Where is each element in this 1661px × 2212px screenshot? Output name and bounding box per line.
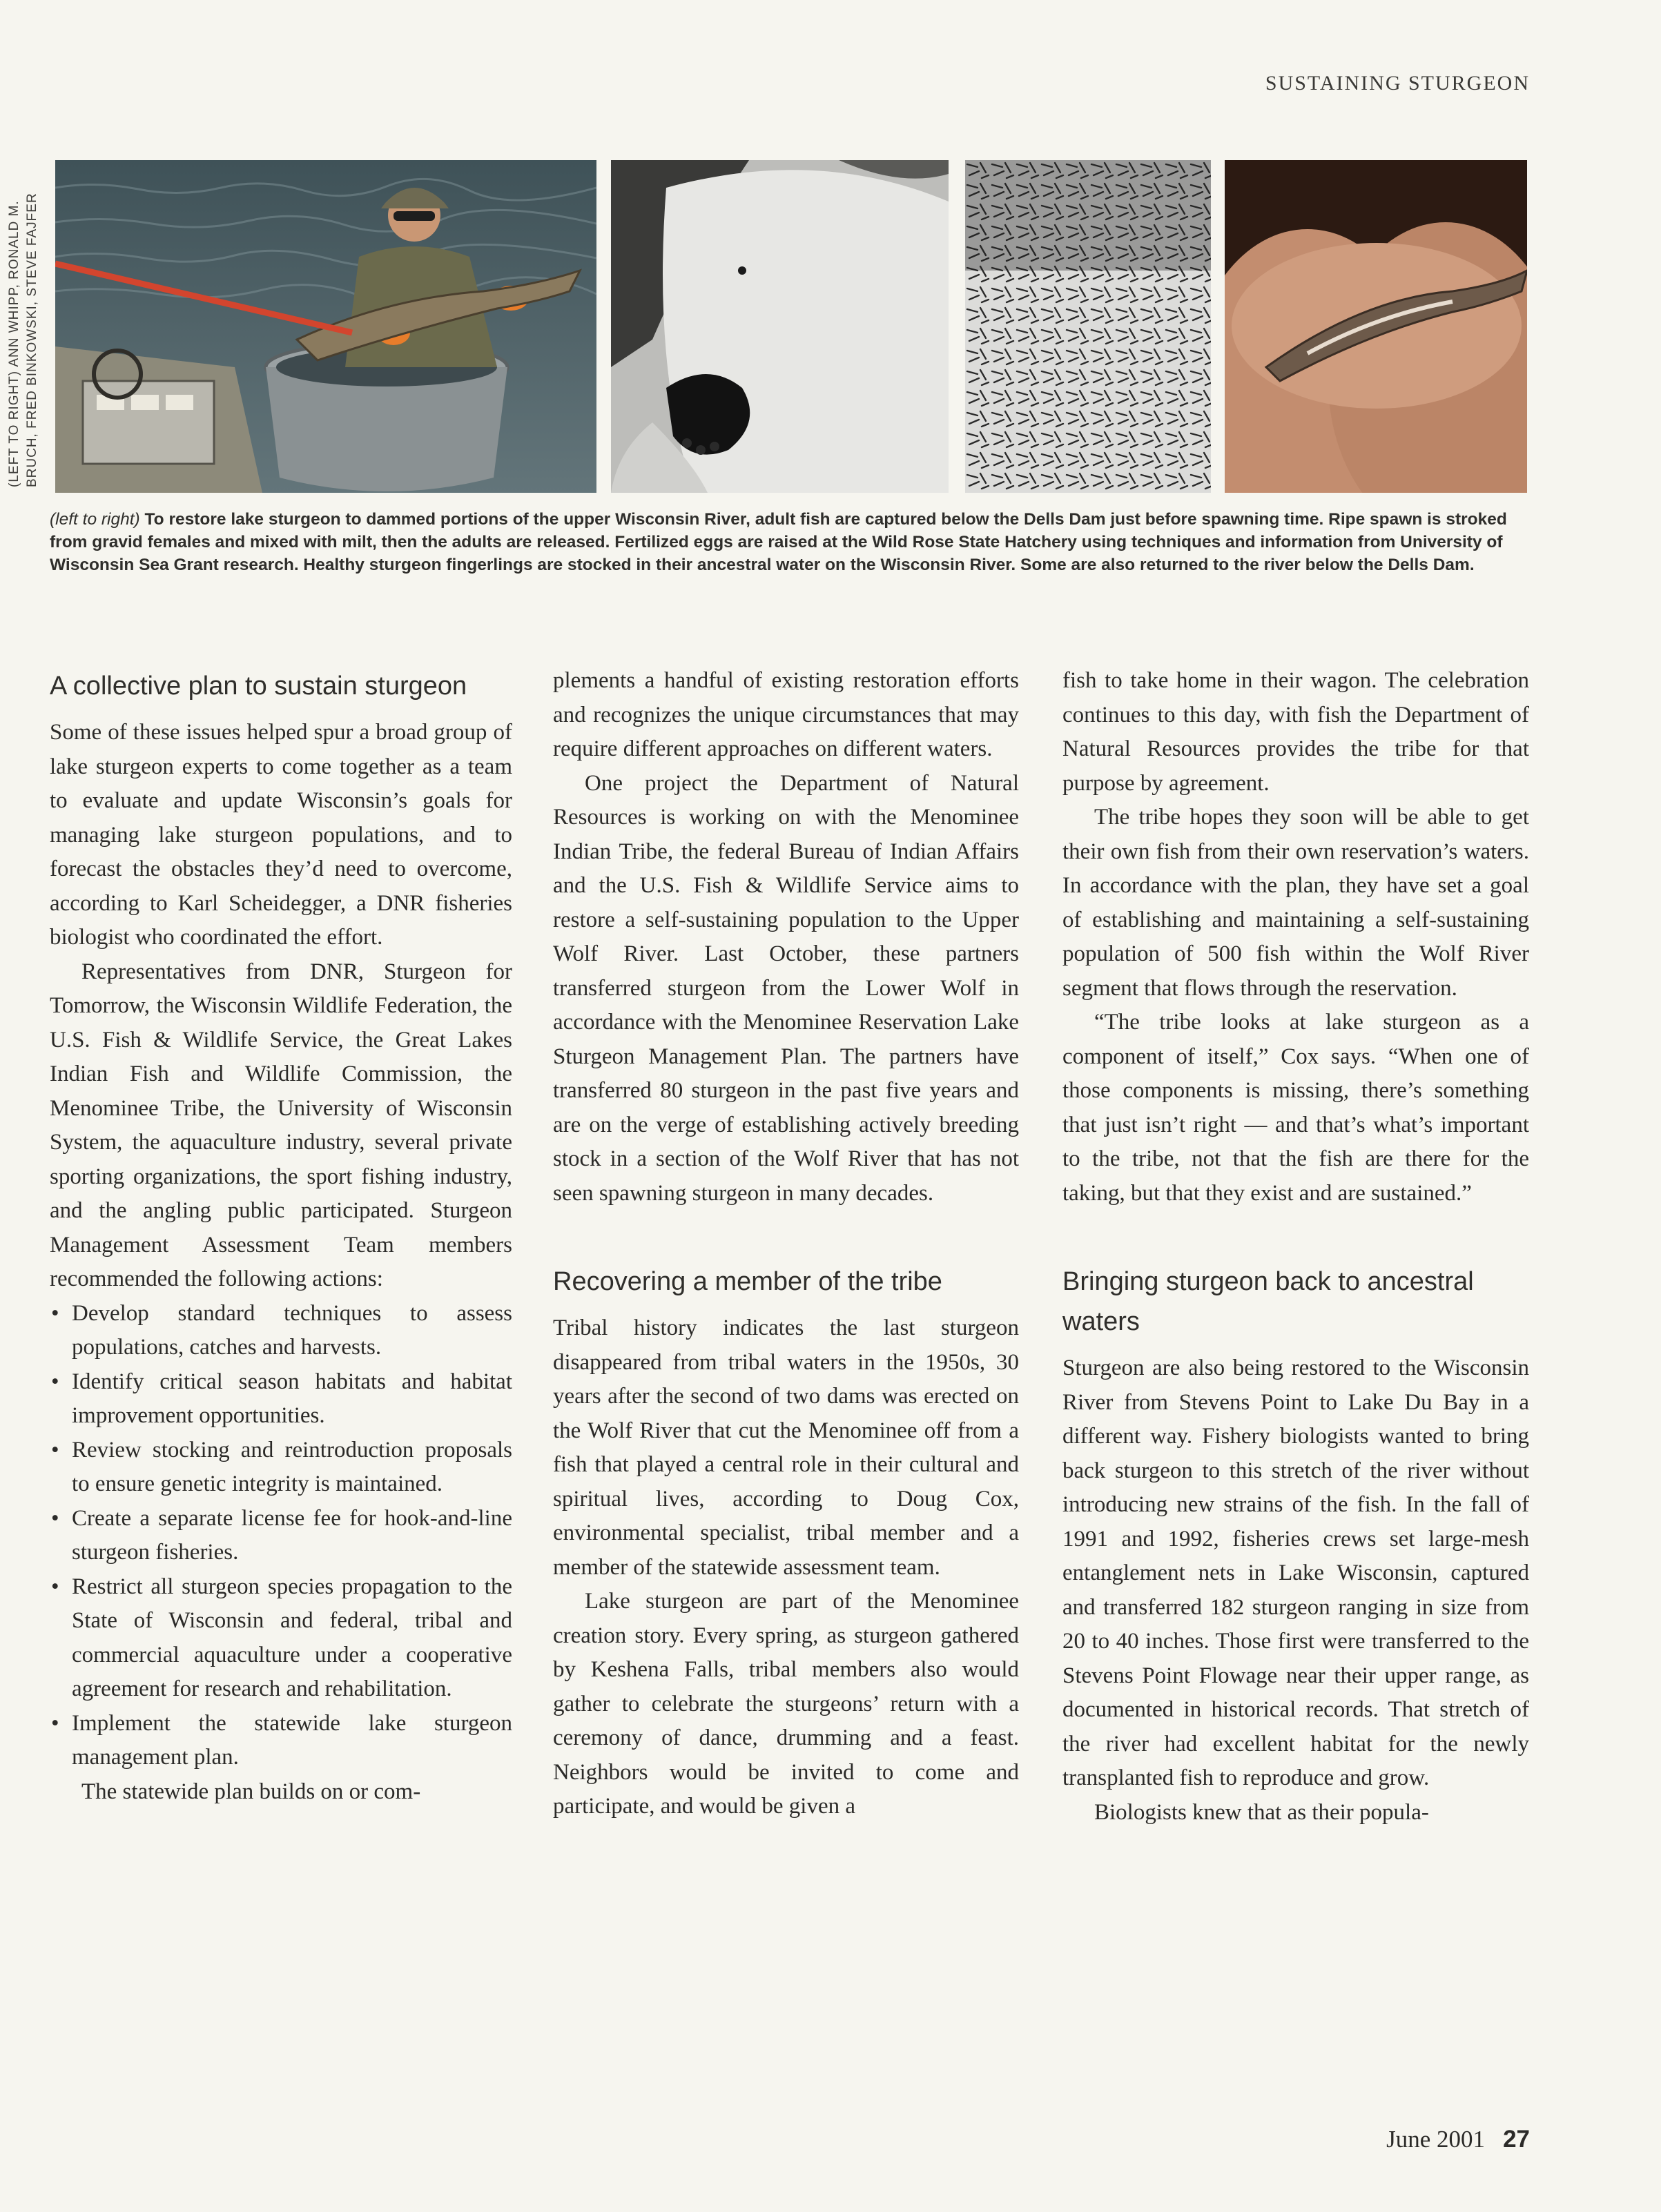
photo-hatchery-fry [965, 160, 1211, 493]
caption-lead: (left to right) [50, 510, 140, 529]
article-column-3 [1062, 664, 1529, 1830]
recommended-actions-list [50, 1297, 512, 1775]
list-item: • Restrict all sturgeon species propagation to the State of Wisconsin and federal, tribal and commercial aquaculture under a cooperative agreement for research and rehabilitation. [50, 1570, 512, 1707]
caption-text: To restore lake sturgeon to dammed portions of the upper Wisconsin River, adult fish are captured below the Dells Dam just before spawning time. Ripe spawn is stroked from gravid females and mixed with milt, then the adults are released. Fertilized eggs are raised at the Wild Rose State Hatchery using techniques and information from University of Wisconsin Sea Grant research. Healthy sturgeon fingerlings are stocked in their ancestral water on the Wisconsin River. Some are also returned to the river below the Dells Dam. [50, 510, 1507, 574]
paragraph: Some of these issues helped spur a broad group of lake sturgeon experts to come together as a team to evaluate and update Wisconsin’s goals for managing lake sturgeon populations, and to forecast the obstacles they’d need to overcome, according to Karl Scheidegger, a DNR fisheries biologist who coordinated the effort. [50, 720, 512, 950]
paragraph: fish to take home in their wagon. The celebration continues to this day, with fish the Department of Natural Resources provides the tribe for that purpose by agreement. [1062, 668, 1529, 796]
photo-caption [50, 508, 1531, 576]
heading-recovering-member: Recovering a member of the tribe [553, 1267, 942, 1296]
issue-date: June 2001 [1386, 2126, 1486, 2153]
list-item: • Implement the statewide lake sturgeon management plan. [50, 1707, 512, 1775]
paragraph: One project the Department of Natural Resources is working on with the Menominee Indian Tribe, the federal Bureau of Indian Affairs and the U.S. Fish & Wildlife Service aims to restore a self-sustaining population to the Upper Wolf River. Last October, these partners transferred sturgeon from the Lower Wolf in accordance with the Menominee Reservation Lake Sturgeon Management Plan. The partners have transferred 80 sturgeon in the past five years and are on the verge of establishing actively breeding stock in a section of the Wolf River that has not seen spawning sturgeon in many decades. [553, 770, 1019, 1206]
photo-hatchery-fry-art [965, 160, 1211, 493]
photo-fingerling-in-hands-art [1225, 160, 1527, 493]
paragraph: plements a handful of existing restoration efforts and recognizes the unique circumstances that may require different approaches on different waters. [553, 668, 1019, 761]
photo-adult-sturgeon-capture [55, 160, 596, 493]
list-item: • Develop standard techniques to assess populations, catches and harvests. [50, 1297, 512, 1365]
list-item: • Identify critical season habitats and habitat improvement opportunities. [50, 1365, 512, 1433]
list-item: • Review stocking and reintroduction proposals to ensure genetic integrity is maintained. [50, 1433, 512, 1502]
photo-adult-sturgeon-capture-art [55, 160, 596, 493]
paragraph: The statewide plan builds on or com- [81, 1779, 421, 1804]
photo-fingerling-in-hands [1225, 160, 1527, 493]
heading-bringing-sturgeon-back: Bringing sturgeon back to ancestral waters [1062, 1267, 1474, 1336]
photo-spawn-stroking-art [611, 160, 949, 493]
paragraph: Biologists knew that as their popula- [1094, 1799, 1429, 1825]
page-number: 27 [1503, 2126, 1530, 2153]
photo-spawn-stroking [611, 160, 949, 493]
paragraph: Representatives from DNR, Sturgeon for Tomorrow, the Wisconsin Wildlife Federation, the U.S. Fish & Wildlife Service, the Great Lakes Indian Fish and Wildlife Commission, the Menominee Tribe, the University of Wisconsin System, the aquaculture industry, several private sporting organizations, the sport fishing industry, and the angling public participated. Sturgeon Management Assessment Team members recommended the following actions: [50, 959, 512, 1291]
section-header: SUSTAINING STURGEON [1265, 72, 1530, 95]
article-column-1 [50, 664, 512, 1809]
paragraph: The tribe hopes they soon will be able to get their own fish from their own reservation’s waters. In accordance with the plan, they have set a goal of establishing and maintaining a self-sustaining population of 500 fish within the Wolf River segment that flows through the reservation. [1062, 805, 1529, 1001]
paragraph: “The tribe looks at lake sturgeon as a component of itself,” Cox says. “When one of those components is missing, there’s something that just isn’t right — and that’s what’s important to the tribe, not that the fish are there for the taking, but that they exist and are sustained.” [1062, 1010, 1529, 1206]
heading-collective-plan: A collective plan to sustain sturgeon [50, 672, 467, 701]
paragraph: Sturgeon are also being restored to the Wisconsin River from Stevens Point to Lake Du Bay in a different way. Fishery biologists wanted to bring back sturgeon to this stretch of the river without introducing new strains of the fish. In the fall of 1991 and 1992, fisheries crews set large-mesh entanglement nets in Lake Wisconsin, captured and transferred 182 sturgeon ranging in size from 20 to 40 inches. Those first were transferred to the Stevens Point Flowage near their upper range, as documented in historical records. That stretch of the river had excellent habitat for the newly transplanted fish to reproduce and grow. [1062, 1355, 1529, 1790]
paragraph: Lake sturgeon are part of the Menominee creation story. Every spring, as sturgeon gathered by Keshena Falls, tribal members also would gather to celebrate the sturgeons’ return with a ceremony of dance, drumming and a feast. Neighbors would be invited to come and participate, and would be given a [553, 1589, 1019, 1819]
photo-credit: (LEFT TO RIGHT) ANN WHIPP, RONALD M. BRUCH, FRED BINKOWSKI, STEVE FAJFER [7, 193, 39, 487]
article-column-2 [553, 664, 1019, 1824]
list-item: • Create a separate license fee for hook-and-line sturgeon fisheries. [50, 1502, 512, 1570]
paragraph: Tribal history indicates the last sturgeon disappeared from tribal waters in the 1950s, 30 years after the second of two dams was erected on the Wolf River that cut the Menominee off from a fish that played a central role in their cultural and spiritual lives, according to Doug Cox, environmental specialist, tribal member and a member of the statewide assessment team. [553, 1315, 1019, 1580]
page-footer [1386, 2126, 1530, 2153]
